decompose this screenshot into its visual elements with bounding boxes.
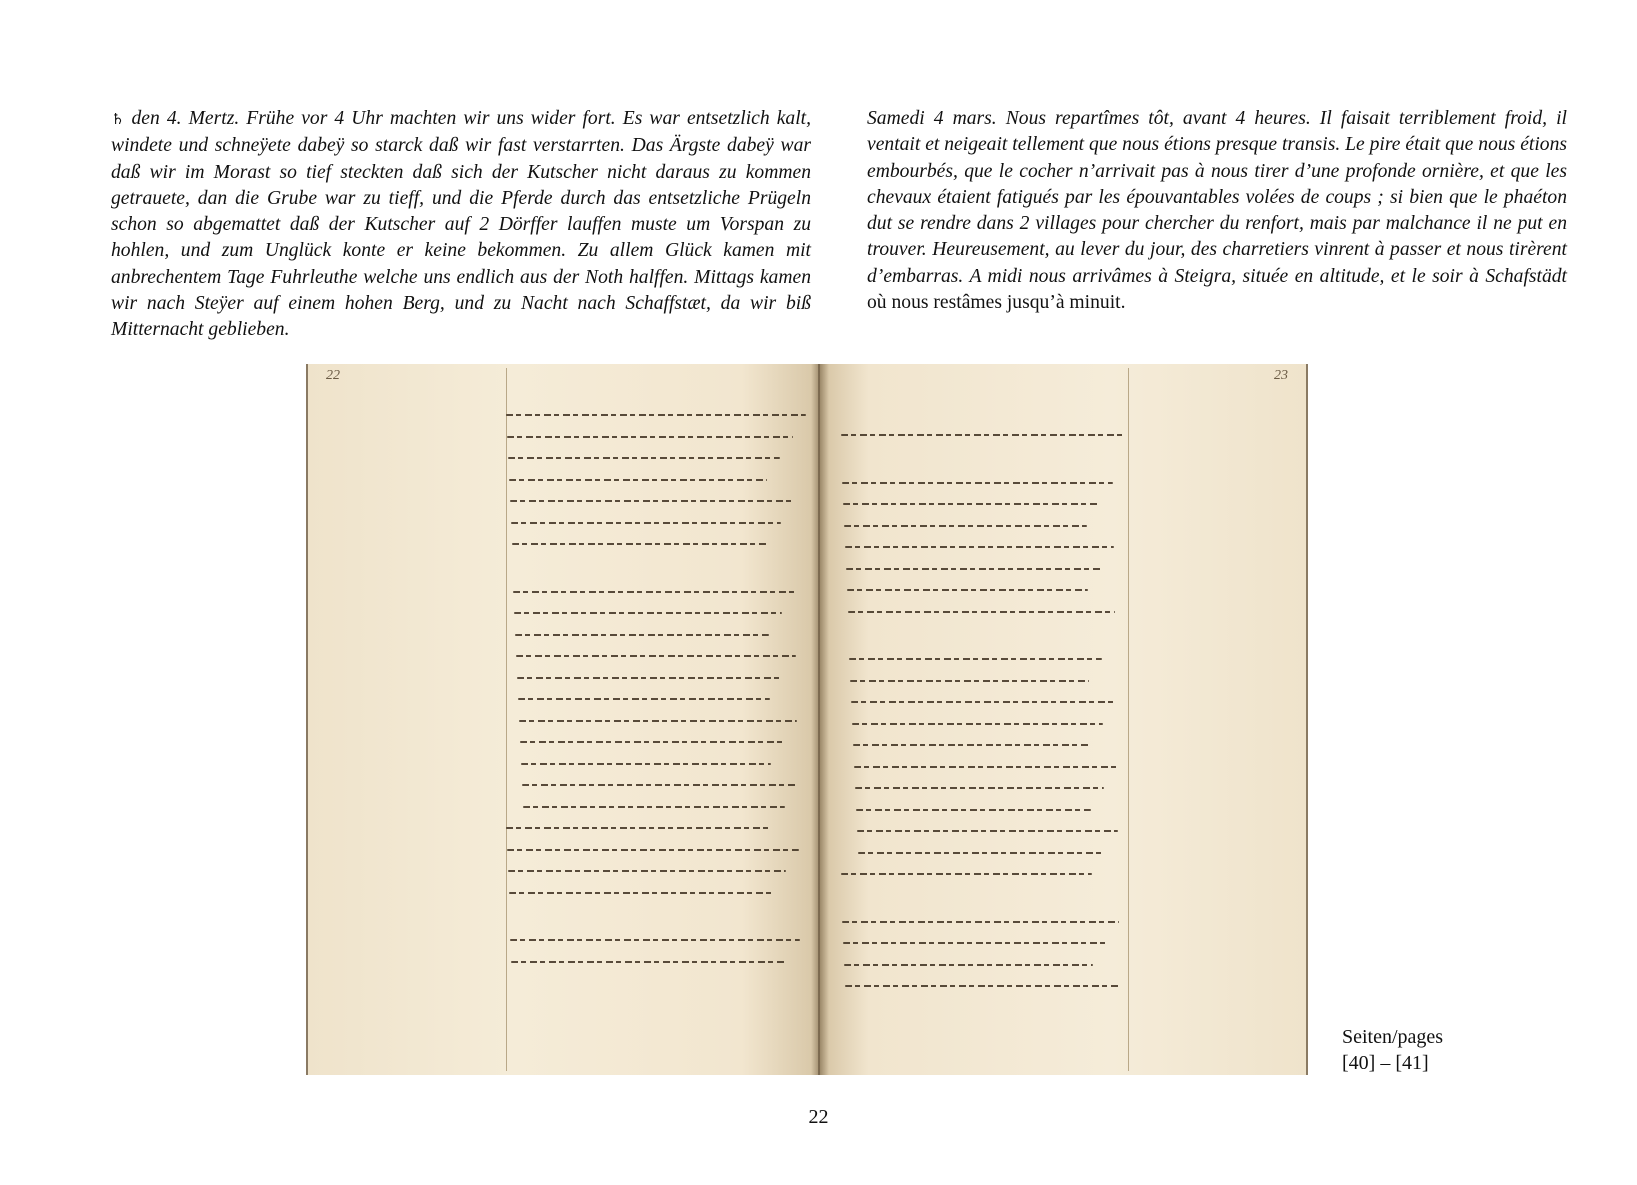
handwriting-left xyxy=(506,414,806,974)
handwriting-line xyxy=(845,985,1120,987)
handwriting-line xyxy=(521,763,771,765)
page-reference-label: Seiten/pages xyxy=(1342,1026,1444,1048)
handwriting-line xyxy=(518,698,770,700)
handwriting-line xyxy=(841,873,1092,875)
handwriting-line xyxy=(843,503,1100,505)
handwriting-line xyxy=(843,942,1106,944)
handwriting-line xyxy=(844,525,1087,527)
french-translation xyxy=(867,106,1567,316)
handwriting-line xyxy=(842,921,1119,923)
handwriting-line xyxy=(507,436,793,438)
manuscript-page-number-left: 22 xyxy=(326,368,340,383)
page-reference-range: [40] – [41] xyxy=(1342,1052,1429,1074)
handwriting-line xyxy=(851,701,1116,703)
handwriting-line xyxy=(510,500,794,502)
handwriting-line xyxy=(512,543,768,545)
handwriting-line xyxy=(845,546,1114,548)
handwriting-line xyxy=(509,892,773,894)
german-text: den 4. Mertz. Frühe vor 4 Uhr machten wir uns wider fort. Es war entsetzlich kalt, windete und schneÿete dabeÿ so starck daß wir fast verstarrten. Das Ärgste dabeÿ war daß wir im Morast so tief steckten daß sich der Kutscher nicht daraus zu kommen getrauete, dan die Grube war zu tieff, und die Pferde durch das entsetzliche Prügeln schon so abgemattet daß der Kutscher auf 2 Dörffer lauffen muste um Vorspan zu hohlen, und zum Unglück konte er keine bekommen. Zu allem Glück kamen mit anbrechentem Tage Fuhrleuthe welche uns endlich aus der Noth halffen. Mittags kamen wir nach Steÿer auf einem hohen Berg, und zu Nacht nach Schaffstæt, da wir biß Mitternacht geblieben. xyxy=(111,108,811,341)
handwriting-line xyxy=(853,744,1090,746)
french-paragraph xyxy=(867,106,1567,316)
handwriting-line xyxy=(850,680,1089,682)
handwriting-line xyxy=(852,723,1103,725)
french-text-tail: où nous restâmes jusqu’à minuit. xyxy=(867,292,1126,314)
handwriting-line xyxy=(847,589,1088,591)
handwriting-line xyxy=(515,634,769,636)
margin-rule-right xyxy=(1128,368,1129,1071)
handwriting-line xyxy=(506,827,772,829)
handwriting-line xyxy=(856,809,1091,811)
handwriting-line xyxy=(848,611,1115,613)
handwriting-line xyxy=(520,741,784,743)
handwriting-line xyxy=(857,830,1118,832)
handwriting-line xyxy=(846,568,1101,570)
handwriting-line xyxy=(841,434,1126,436)
handwriting-line xyxy=(844,964,1093,966)
manuscript-photo xyxy=(306,364,1308,1075)
handwriting-line xyxy=(509,479,767,481)
handwriting-line xyxy=(514,612,782,614)
german-paragraph xyxy=(111,106,811,344)
handwriting-line xyxy=(508,457,780,459)
handwriting-line xyxy=(519,720,797,722)
handwriting-line xyxy=(508,870,786,872)
handwriting-line xyxy=(849,658,1102,660)
folio-number: 22 xyxy=(808,1106,829,1128)
handwriting-line xyxy=(855,787,1104,789)
handwriting-line xyxy=(854,766,1117,768)
handwriting-line xyxy=(516,655,796,657)
handwriting-line xyxy=(522,784,798,786)
handwriting-line xyxy=(523,806,785,808)
handwriting-line xyxy=(507,849,799,851)
manuscript-page-number-right: 23 xyxy=(1274,368,1288,383)
german-transcription xyxy=(111,106,811,344)
french-text: Samedi 4 mars. Nous repartîmes tôt, avant 4 heures. Il faisait terriblement froid, il ventait et neigeait tellement que nous étions presque transis. Le pire était que nous étions embourbés, que le cocher n’arrivait pas à nous tirer d’une profonde ornière, et que les chevaux étaient fatigués par les épouvantables volées de coups ; si bien que le phaéton dut se rendre dans 2 villages pour chercher du renfort, mais par malchance il ne put en trouver. Heureusement, au lever du jour, des charretiers vinrent à passer et nous tirèrent d’embarras. A midi nous arrivâmes à Steigra, située en altitude, et le soir à Schafstädt xyxy=(867,108,1567,287)
handwriting-line xyxy=(842,482,1113,484)
saturday-symbol: ♄ xyxy=(111,112,125,128)
handwriting-line xyxy=(510,939,800,941)
book-gutter xyxy=(811,364,829,1075)
page-reference xyxy=(1342,1024,1443,1076)
handwriting-line xyxy=(506,414,806,416)
handwriting-line xyxy=(858,852,1105,854)
handwriting-line xyxy=(511,961,787,963)
handwriting-right xyxy=(841,434,1126,964)
handwriting-line xyxy=(513,591,795,593)
handwriting-line xyxy=(517,677,783,679)
handwriting-line xyxy=(511,522,781,524)
